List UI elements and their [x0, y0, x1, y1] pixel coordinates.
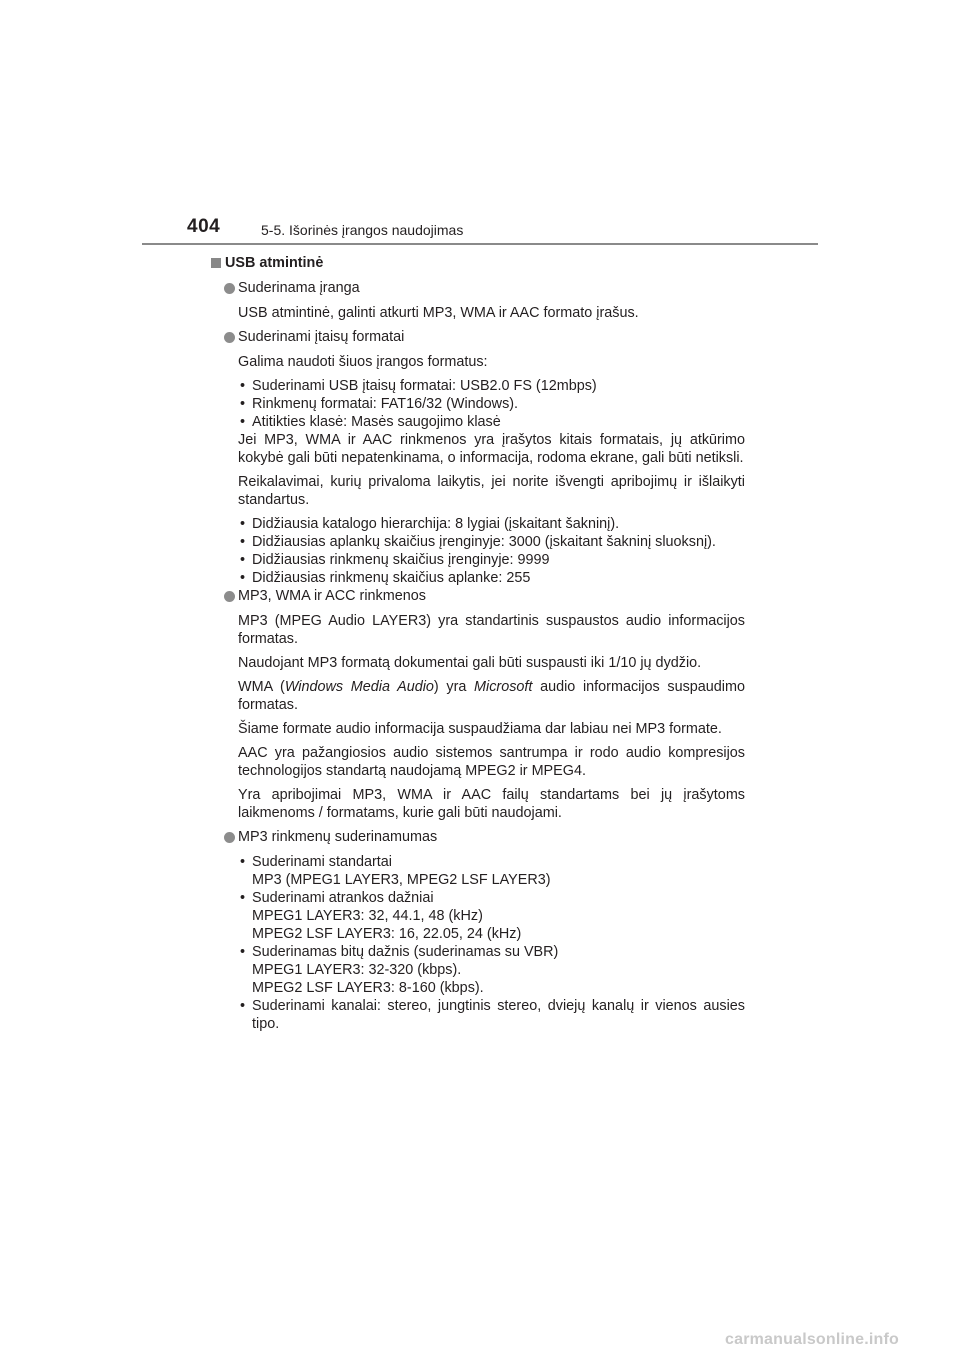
bullet-list — [238, 853, 745, 1033]
paragraph: USB atmintinė, galinti atkurti MP3, WMA ir AAC formato įrašus. — [238, 305, 639, 321]
subsection-title — [224, 328, 745, 346]
list-item: • Didžiausia katalogo hierarchija: 8 lygiai (įskaitant šakninį). — [238, 515, 745, 533]
list-item: • Atitikties klasė: Masės saugojimo klasė — [238, 413, 745, 431]
text-run: ) yra — [433, 679, 475, 695]
subsection-title — [224, 828, 745, 846]
header-rule — [142, 243, 818, 245]
list-item — [238, 943, 745, 997]
list-item-detail: MP3 (MPEG1 LAYER3, MPEG2 LSF LAYER3) — [252, 872, 551, 888]
list-item-label: Suderinami standartai — [252, 854, 392, 870]
page-content — [211, 254, 745, 1039]
paragraph — [238, 678, 745, 714]
list-item-detail: MPEG2 LSF LAYER3: 16, 22.05, 24 (kHz) — [252, 926, 522, 942]
text-run: audio informacijos suspaudimo formatas. — [238, 679, 745, 713]
subsection-title-text: MP3 rinkmenų suderinamumas — [238, 829, 438, 845]
paragraph: Yra apribojimai MP3, WMA ir AAC failų standartams bei jų įrašytoms laikmenoms / formatams, kurie gali būti naudojami. — [238, 787, 745, 821]
heading-text: USB atmintinė — [225, 255, 324, 271]
list-item-label: Suderinamas bitų dažnis (suderinamas su VBR) — [252, 944, 559, 960]
paragraph: Šiame formate audio informacija suspaudžiama dar labiau nei MP3 formate. — [238, 721, 722, 737]
circle-bullet-icon — [224, 591, 235, 602]
list-item — [238, 889, 745, 943]
italic-term: Microsoft — [474, 679, 533, 695]
list-item — [238, 853, 745, 889]
list-item: • Didžiausias rinkmenų skaičius įrenginyje: 9999 — [238, 551, 745, 569]
subsection-title — [224, 587, 745, 605]
circle-bullet-icon — [224, 283, 235, 294]
circle-bullet-icon — [224, 332, 235, 343]
list-item-label: Suderinami atrankos dažniai — [252, 890, 434, 906]
list-item-detail: MPEG1 LAYER3: 32, 44.1, 48 (kHz) — [252, 908, 483, 924]
page-number: 404 — [187, 216, 221, 237]
paragraph: Jei MP3, WMA ir AAC rinkmenos yra įrašytos kitais formatais, jų atkūrimo kokybė gali būti nepatenkinama, o informacija, rodoma ekrane, gali būti netiksli. — [238, 432, 745, 466]
italic-term: Windows Media Audio — [284, 679, 434, 695]
list-item: • Didžiausias rinkmenų skaičius aplanke: 255 — [238, 569, 745, 587]
paragraph: Naudojant MP3 formatą dokumentai gali būti suspausti iki 1/10 jų dydžio. — [238, 655, 702, 671]
text-run: WMA ( — [238, 679, 285, 695]
subsection-title-text: Suderinama įranga — [238, 280, 360, 296]
list-item: • Didžiausias aplankų skaičius įrenginyje: 3000 (įskaitant šakninį sluoksnį). — [238, 533, 745, 551]
bullet-list — [238, 377, 745, 431]
section-title: 5-5. Išorinės įrangos naudojimas — [261, 222, 464, 238]
watermark: carmanualsonline.info — [725, 1331, 900, 1348]
list-item-detail: MPEG2 LSF LAYER3: 8-160 (kbps). — [252, 980, 484, 996]
subsection-title-text: Suderinami įtaisų formatai — [238, 329, 405, 345]
bullet-list — [238, 515, 745, 587]
list-item: • Rinkmenų formatai: FAT16/32 (Windows). — [238, 395, 745, 413]
square-bullet-icon — [211, 258, 221, 268]
list-item-label: Suderinami kanalai: stereo, jungtinis stereo, dviejų kanalų ir vienos ausies tipo. — [252, 998, 745, 1032]
list-item — [238, 997, 745, 1033]
subsection-title — [224, 279, 745, 297]
paragraph: Galima naudoti šiuos įrangos formatus: — [238, 354, 488, 370]
paragraph: MP3 (MPEG Audio LAYER3) yra standartinis suspaustos audio informacijos formatas. — [238, 613, 745, 647]
subsection-title-text: MP3, WMA ir ACC rinkmenos — [238, 588, 426, 604]
section-heading — [211, 254, 745, 272]
list-item: • Suderinami USB įtaisų formatai: USB2.0 FS (12mbps) — [238, 377, 745, 395]
paragraph: Reikalavimai, kurių privaloma laikytis, jei norite išvengti apribojimų ir išlaikyti standartus. — [238, 474, 745, 508]
circle-bullet-icon — [224, 832, 235, 843]
list-item-detail: MPEG1 LAYER3: 32-320 (kbps). — [252, 962, 462, 978]
paragraph: AAC yra pažangiosios audio sistemos santrumpa ir rodo audio kompresijos technologijos standartą naudojamą MPEG2 ir MPEG4. — [238, 745, 745, 779]
